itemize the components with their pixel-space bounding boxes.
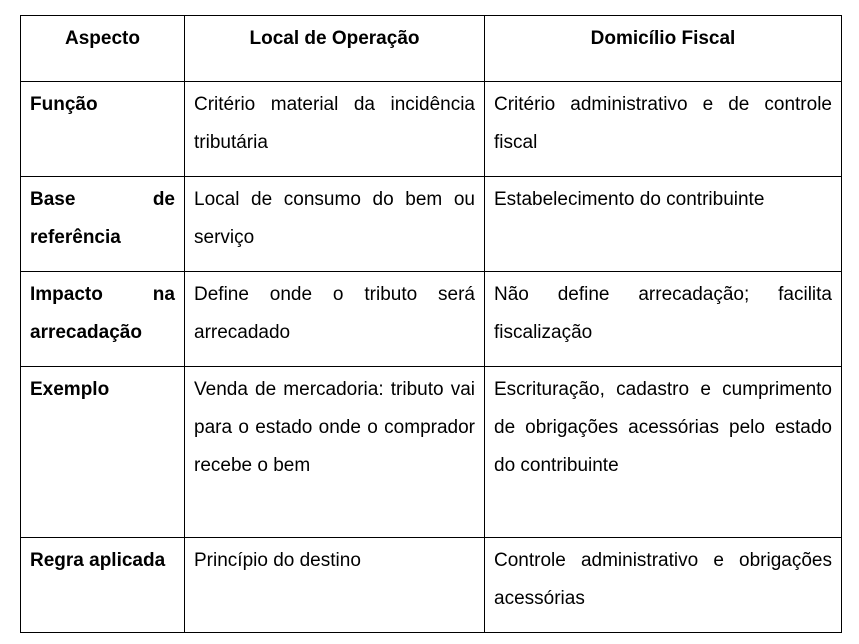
comparison-table — [20, 15, 842, 633]
table-row — [21, 538, 842, 633]
table-row — [21, 82, 842, 177]
table-row — [21, 177, 842, 272]
header-row — [21, 16, 842, 82]
local-cell: Define onde o tributo será arrecadado — [185, 272, 485, 367]
aspect-cell: Impacto na arrecadação — [21, 272, 185, 367]
header-domicilio-fiscal: Domicílio Fiscal — [485, 16, 842, 82]
domicilio-cell: Critério administrativo e de controle fiscal — [485, 82, 842, 177]
local-cell: Critério material da incidência tributária — [185, 82, 485, 177]
table-row — [21, 272, 842, 367]
header-aspecto: Aspecto — [21, 16, 185, 82]
aspect-cell: Exemplo — [21, 367, 185, 538]
local-cell: Princípio do destino — [185, 538, 485, 633]
aspect-cell: Função — [21, 82, 185, 177]
local-cell: Venda de mercadoria: tributo vai para o estado onde o comprador recebe o bem — [185, 367, 485, 538]
local-cell: Local de consumo do bem ou serviço — [185, 177, 485, 272]
domicilio-cell: Estabelecimento do contribuinte — [485, 177, 842, 272]
aspect-cell: Regra aplicada — [21, 538, 185, 633]
domicilio-cell: Escrituração, cadastro e cumprimento de obrigações acessórias pelo estado do contribuinte — [485, 367, 842, 538]
aspect-cell: Base de referência — [21, 177, 185, 272]
domicilio-cell: Não define arrecadação; facilita fiscalização — [485, 272, 842, 367]
header-local-de-operacao: Local de Operação — [185, 16, 485, 82]
table-row — [21, 367, 842, 538]
domicilio-cell: Controle administrativo e obrigações acessórias — [485, 538, 842, 633]
